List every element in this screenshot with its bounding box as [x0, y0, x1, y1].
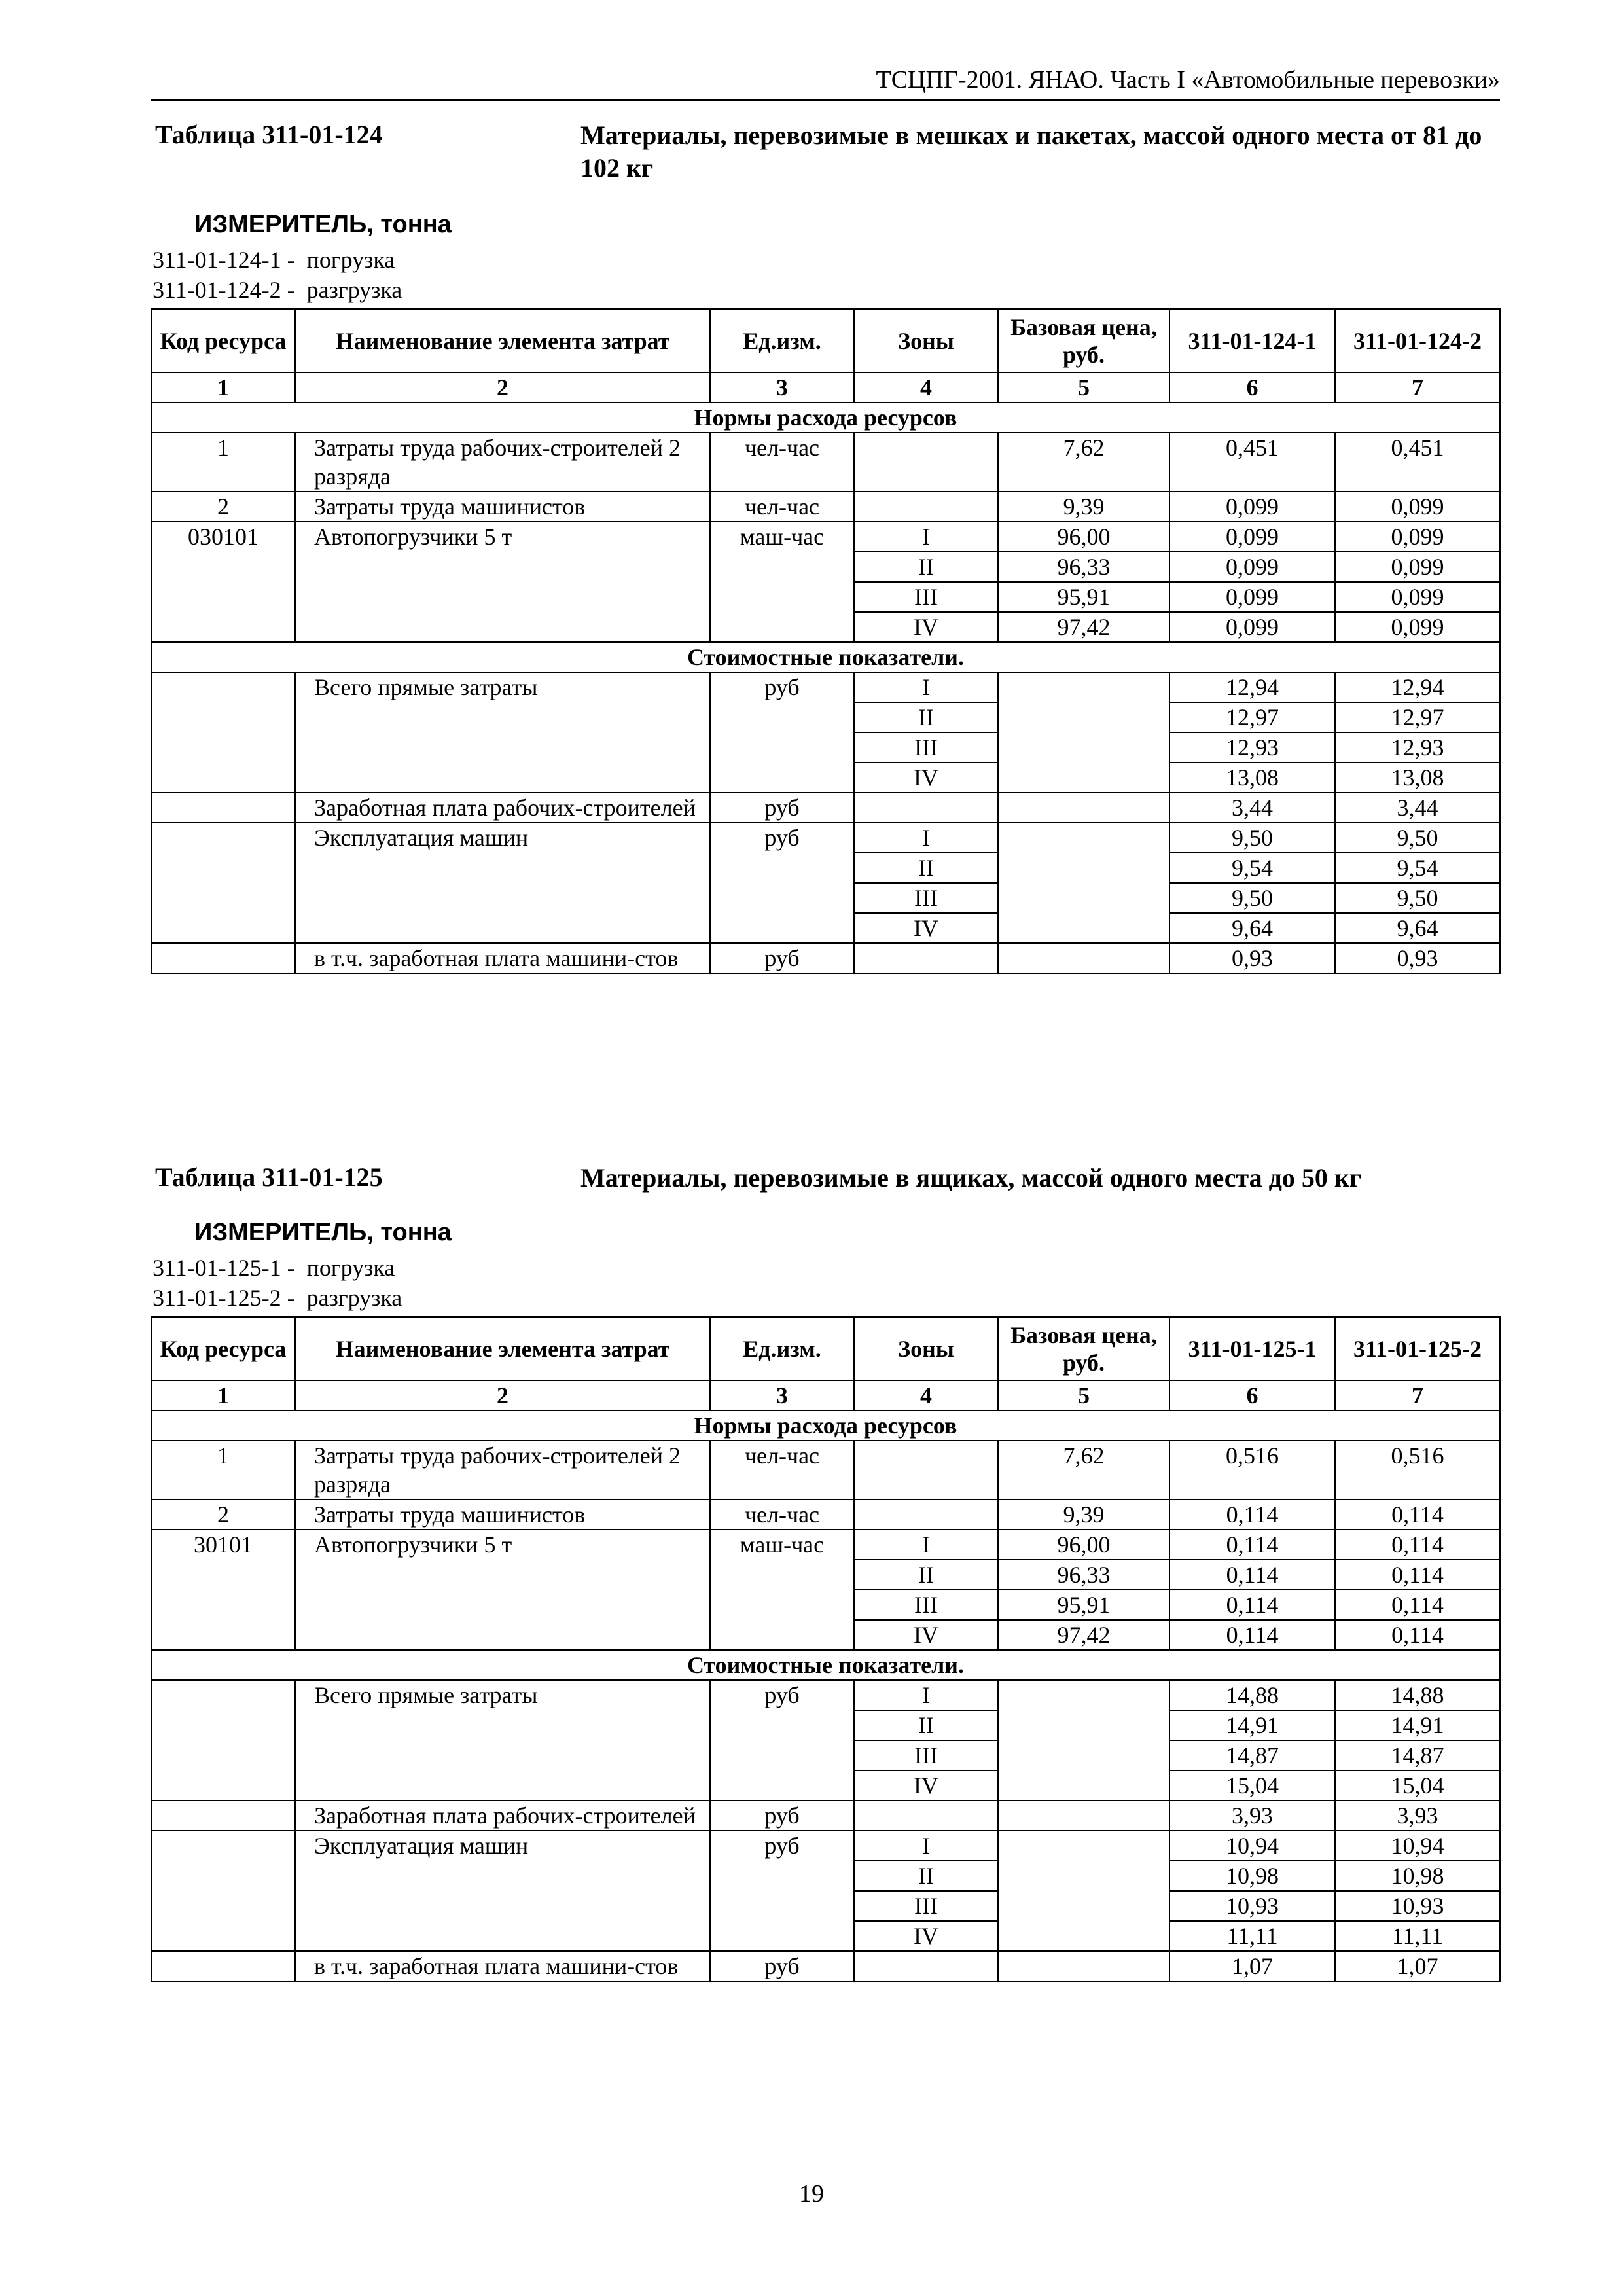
cost-element-name: Заработная плата рабочих-строителей	[295, 1801, 710, 1831]
page-number: 19	[799, 2180, 824, 2208]
resource-code: 2	[151, 492, 295, 522]
value-col7: 0,099	[1335, 552, 1500, 582]
table-row	[151, 492, 1500, 522]
unit: маш-час	[710, 1530, 854, 1650]
base-price	[998, 1680, 1169, 1801]
section-title: Нормы расхода ресурсов	[151, 1410, 1500, 1441]
table-title: Материалы, перевозимые в мешках и пакетах, массой одного места от 81 до 102 кг	[580, 120, 1482, 183]
zone: IV	[854, 612, 998, 642]
value-col7: 9,54	[1335, 853, 1500, 883]
table-row	[151, 793, 1500, 823]
value-col6: 11,11	[1169, 1921, 1335, 1951]
value-col7: 10,93	[1335, 1891, 1500, 1921]
value-col6: 15,04	[1169, 1770, 1335, 1801]
base-price	[998, 793, 1169, 823]
zone: II	[854, 1710, 998, 1740]
value-col7: 14,88	[1335, 1680, 1500, 1710]
running-header-text: ТСЦПГ-2001. ЯНАО. Часть I «Автомобильные перевозки»	[876, 66, 1500, 94]
cost-element-name: Затраты труда машинистов	[295, 1499, 710, 1530]
value-col6: 9,64	[1169, 913, 1335, 943]
operation-code-unloading: 311-01-124-2 - разгрузка	[152, 277, 402, 303]
cost-element-name: Автопогрузчики 5 т	[295, 1530, 710, 1650]
col-header-name: Наименование элемента затрат	[295, 1317, 710, 1380]
measure-unit: ИЗМЕРИТЕЛЬ, тонна	[194, 211, 452, 238]
running-header	[151, 60, 1500, 101]
col-num: 7	[1335, 1380, 1500, 1410]
zone	[854, 1951, 998, 1981]
value-col7: 12,97	[1335, 702, 1500, 732]
table-row	[151, 1441, 1500, 1499]
col-num: 4	[854, 1380, 998, 1410]
value-col7: 0,93	[1335, 943, 1500, 973]
value-col6: 10,94	[1169, 1831, 1335, 1861]
col-num: 5	[998, 372, 1169, 403]
zone: I	[854, 823, 998, 853]
col-num: 4	[854, 372, 998, 403]
base-price: 96,00	[998, 522, 1169, 552]
value-col6: 3,44	[1169, 793, 1335, 823]
zone	[854, 492, 998, 522]
table-row	[151, 1831, 1500, 1861]
col-num: 5	[998, 1380, 1169, 1410]
base-price: 96,33	[998, 1560, 1169, 1590]
col-header-7: 311-01-124-2	[1335, 309, 1500, 372]
norms-table	[151, 308, 1501, 974]
unit: руб	[710, 1801, 854, 1831]
table-row	[151, 1499, 1500, 1530]
value-col6: 0,93	[1169, 943, 1335, 973]
value-col7: 15,04	[1335, 1770, 1500, 1801]
base-price: 96,00	[998, 1530, 1169, 1560]
base-price: 95,91	[998, 582, 1169, 612]
value-col7: 11,11	[1335, 1921, 1500, 1951]
value-col6: 9,54	[1169, 853, 1335, 883]
col-num: 1	[151, 372, 295, 403]
base-price: 7,62	[998, 433, 1169, 492]
operation-codes	[152, 245, 402, 305]
value-col6: 0,099	[1169, 492, 1335, 522]
resource-code	[151, 1801, 295, 1831]
value-col7: 10,94	[1335, 1831, 1500, 1861]
unit: чел-час	[710, 492, 854, 522]
unit: руб	[710, 823, 854, 943]
value-col7: 3,44	[1335, 793, 1500, 823]
value-col6: 10,98	[1169, 1861, 1335, 1891]
zone: I	[854, 1530, 998, 1560]
table-number: Таблица 311-01-124	[155, 120, 383, 149]
operation-codes	[152, 1253, 402, 1313]
base-price: 95,91	[998, 1590, 1169, 1620]
value-col7: 9,50	[1335, 823, 1500, 853]
zone: IV	[854, 913, 998, 943]
col-num: 2	[295, 1380, 710, 1410]
cost-element-name: Затраты труда рабочих-строителей 2 разряда	[295, 433, 710, 492]
cost-element-name: Затраты труда машинистов	[295, 492, 710, 522]
zone	[854, 1499, 998, 1530]
value-col7: 0,114	[1335, 1620, 1500, 1650]
zone: III	[854, 1891, 998, 1921]
col-num: 7	[1335, 372, 1500, 403]
table-row	[151, 1801, 1500, 1831]
zone: III	[854, 732, 998, 762]
value-col6: 14,91	[1169, 1710, 1335, 1740]
column-number-row	[151, 1380, 1500, 1410]
value-col7: 14,87	[1335, 1740, 1500, 1770]
value-col7: 0,114	[1335, 1499, 1500, 1530]
resource-code	[151, 793, 295, 823]
value-col6: 0,114	[1169, 1560, 1335, 1590]
value-col7: 12,94	[1335, 672, 1500, 702]
unit: руб	[710, 672, 854, 793]
resource-code	[151, 672, 295, 793]
table-number: Таблица 311-01-125	[155, 1162, 383, 1192]
base-price	[998, 672, 1169, 793]
col-num: 3	[710, 372, 854, 403]
zone: II	[854, 853, 998, 883]
value-col7: 0,099	[1335, 612, 1500, 642]
value-col7: 14,91	[1335, 1710, 1500, 1740]
base-price: 9,39	[998, 492, 1169, 522]
zone: IV	[854, 1620, 998, 1650]
zone: I	[854, 1680, 998, 1710]
col-header-code: Код ресурса	[151, 309, 295, 372]
base-price: 97,42	[998, 1620, 1169, 1650]
value-col6: 12,97	[1169, 702, 1335, 732]
norms-table	[151, 1316, 1501, 1982]
table-row	[151, 522, 1500, 552]
unit: руб	[710, 943, 854, 973]
value-col7: 1,07	[1335, 1951, 1500, 1981]
section-row-norms	[151, 1410, 1500, 1441]
value-col6: 9,50	[1169, 823, 1335, 853]
value-col7: 0,516	[1335, 1441, 1500, 1499]
value-col6: 0,099	[1169, 522, 1335, 552]
zone: IV	[854, 762, 998, 793]
unit: чел-час	[710, 1441, 854, 1499]
operation-code-loading: 311-01-124-1 - погрузка	[152, 247, 395, 273]
value-col6: 0,516	[1169, 1441, 1335, 1499]
value-col6: 12,93	[1169, 732, 1335, 762]
unit: чел-час	[710, 433, 854, 492]
col-header-unit: Ед.изм.	[710, 1317, 854, 1380]
resource-code: 1	[151, 1441, 295, 1499]
unit: руб	[710, 1831, 854, 1951]
value-col7: 0,099	[1335, 522, 1500, 552]
zone: I	[854, 1831, 998, 1861]
unit: чел-час	[710, 1499, 854, 1530]
base-price: 96,33	[998, 552, 1169, 582]
base-price	[998, 943, 1169, 973]
resource-code: 2	[151, 1499, 295, 1530]
table-header-row	[151, 1317, 1500, 1380]
resource-code	[151, 1951, 295, 1981]
value-col6: 12,94	[1169, 672, 1335, 702]
value-col7: 3,93	[1335, 1801, 1500, 1831]
zone: II	[854, 1560, 998, 1590]
col-num: 3	[710, 1380, 854, 1410]
value-col7: 0,099	[1335, 582, 1500, 612]
zone	[854, 1801, 998, 1831]
value-col7: 0,114	[1335, 1530, 1500, 1560]
zone: III	[854, 883, 998, 913]
value-col7: 13,08	[1335, 762, 1500, 793]
base-price: 7,62	[998, 1441, 1169, 1499]
value-col7: 9,64	[1335, 913, 1500, 943]
value-col7: 10,98	[1335, 1861, 1500, 1891]
value-col7: 0,114	[1335, 1560, 1500, 1590]
zone: I	[854, 672, 998, 702]
value-col7: 0,099	[1335, 492, 1500, 522]
table-row	[151, 433, 1500, 492]
col-header-unit: Ед.изм.	[710, 309, 854, 372]
value-col6: 0,114	[1169, 1530, 1335, 1560]
section-row-costs	[151, 1650, 1500, 1680]
zone: II	[854, 552, 998, 582]
base-price	[998, 823, 1169, 943]
unit: руб	[710, 793, 854, 823]
zone: II	[854, 1861, 998, 1891]
resource-code: 030101	[151, 522, 295, 642]
col-header-6: 311-01-124-1	[1169, 309, 1335, 372]
operation-code-loading: 311-01-125-1 - погрузка	[152, 1255, 395, 1281]
col-header-zones: Зоны	[854, 309, 998, 372]
cost-element-name: Всего прямые затраты	[295, 1680, 710, 1801]
value-col6: 3,93	[1169, 1801, 1335, 1831]
cost-element-name: Автопогрузчики 5 т	[295, 522, 710, 642]
table-row	[151, 1951, 1500, 1981]
cost-element-name: Затраты труда рабочих-строителей 2 разряда	[295, 1441, 710, 1499]
resource-code	[151, 1831, 295, 1951]
table-header-row	[151, 309, 1500, 372]
table-row	[151, 943, 1500, 973]
zone: II	[854, 702, 998, 732]
value-col6: 0,099	[1169, 582, 1335, 612]
zone: I	[854, 522, 998, 552]
zone	[854, 793, 998, 823]
section-title: Нормы расхода ресурсов	[151, 403, 1500, 433]
zone	[854, 433, 998, 492]
value-col6: 10,93	[1169, 1891, 1335, 1921]
measure-unit: ИЗМЕРИТЕЛЬ, тонна	[194, 1219, 452, 1246]
base-price: 97,42	[998, 612, 1169, 642]
col-header-6: 311-01-125-1	[1169, 1317, 1335, 1380]
operation-code-unloading: 311-01-125-2 - разгрузка	[152, 1285, 402, 1311]
cost-element-name: Всего прямые затраты	[295, 672, 710, 793]
zone: III	[854, 1740, 998, 1770]
zone: IV	[854, 1921, 998, 1951]
section-row-costs	[151, 642, 1500, 672]
resource-code	[151, 943, 295, 973]
col-num: 6	[1169, 1380, 1335, 1410]
value-col6: 0,099	[1169, 552, 1335, 582]
value-col7: 0,451	[1335, 433, 1500, 492]
value-col6: 9,50	[1169, 883, 1335, 913]
value-col6: 13,08	[1169, 762, 1335, 793]
col-num: 6	[1169, 372, 1335, 403]
value-col7: 12,93	[1335, 732, 1500, 762]
section-title: Стоимостные показатели.	[151, 1650, 1500, 1680]
col-num: 2	[295, 372, 710, 403]
value-col6: 0,099	[1169, 612, 1335, 642]
base-price	[998, 1801, 1169, 1831]
table-title: Материалы, перевозимые в ящиках, массой одного места до 50 кг	[580, 1163, 1362, 1193]
cost-element-name: в т.ч. заработная плата машини-стов	[295, 943, 710, 973]
unit: руб	[710, 1951, 854, 1981]
unit: маш-час	[710, 522, 854, 642]
zone	[854, 1441, 998, 1499]
value-col6: 1,07	[1169, 1951, 1335, 1981]
resource-code: 30101	[151, 1530, 295, 1650]
zone: III	[854, 582, 998, 612]
col-header-code: Код ресурса	[151, 1317, 295, 1380]
column-number-row	[151, 372, 1500, 403]
col-header-7: 311-01-125-2	[1335, 1317, 1500, 1380]
zone: III	[854, 1590, 998, 1620]
col-header-name: Наименование элемента затрат	[295, 309, 710, 372]
value-col6: 14,87	[1169, 1740, 1335, 1770]
value-col6: 0,114	[1169, 1590, 1335, 1620]
resource-code	[151, 1680, 295, 1801]
cost-element-name: в т.ч. заработная плата машини-стов	[295, 1951, 710, 1981]
cost-element-name: Эксплуатация машин	[295, 823, 710, 943]
value-col6: 0,114	[1169, 1499, 1335, 1530]
value-col6: 0,114	[1169, 1620, 1335, 1650]
cost-element-name: Эксплуатация машин	[295, 1831, 710, 1951]
section-row-norms	[151, 403, 1500, 433]
value-col6: 0,451	[1169, 433, 1335, 492]
value-col7: 0,114	[1335, 1590, 1500, 1620]
unit: руб	[710, 1680, 854, 1801]
section-title: Стоимостные показатели.	[151, 642, 1500, 672]
col-num: 1	[151, 1380, 295, 1410]
table-row	[151, 823, 1500, 853]
value-col6: 14,88	[1169, 1680, 1335, 1710]
value-col7: 9,50	[1335, 883, 1500, 913]
resource-code: 1	[151, 433, 295, 492]
zone: IV	[854, 1770, 998, 1801]
table-row	[151, 672, 1500, 702]
resource-code	[151, 823, 295, 943]
table-row	[151, 1530, 1500, 1560]
col-header-price: Базовая цена, руб.	[998, 309, 1169, 372]
base-price	[998, 1951, 1169, 1981]
col-header-zones: Зоны	[854, 1317, 998, 1380]
col-header-price: Базовая цена, руб.	[998, 1317, 1169, 1380]
base-price: 9,39	[998, 1499, 1169, 1530]
base-price	[998, 1831, 1169, 1951]
zone	[854, 943, 998, 973]
table-row	[151, 1680, 1500, 1710]
cost-element-name: Заработная плата рабочих-строителей	[295, 793, 710, 823]
